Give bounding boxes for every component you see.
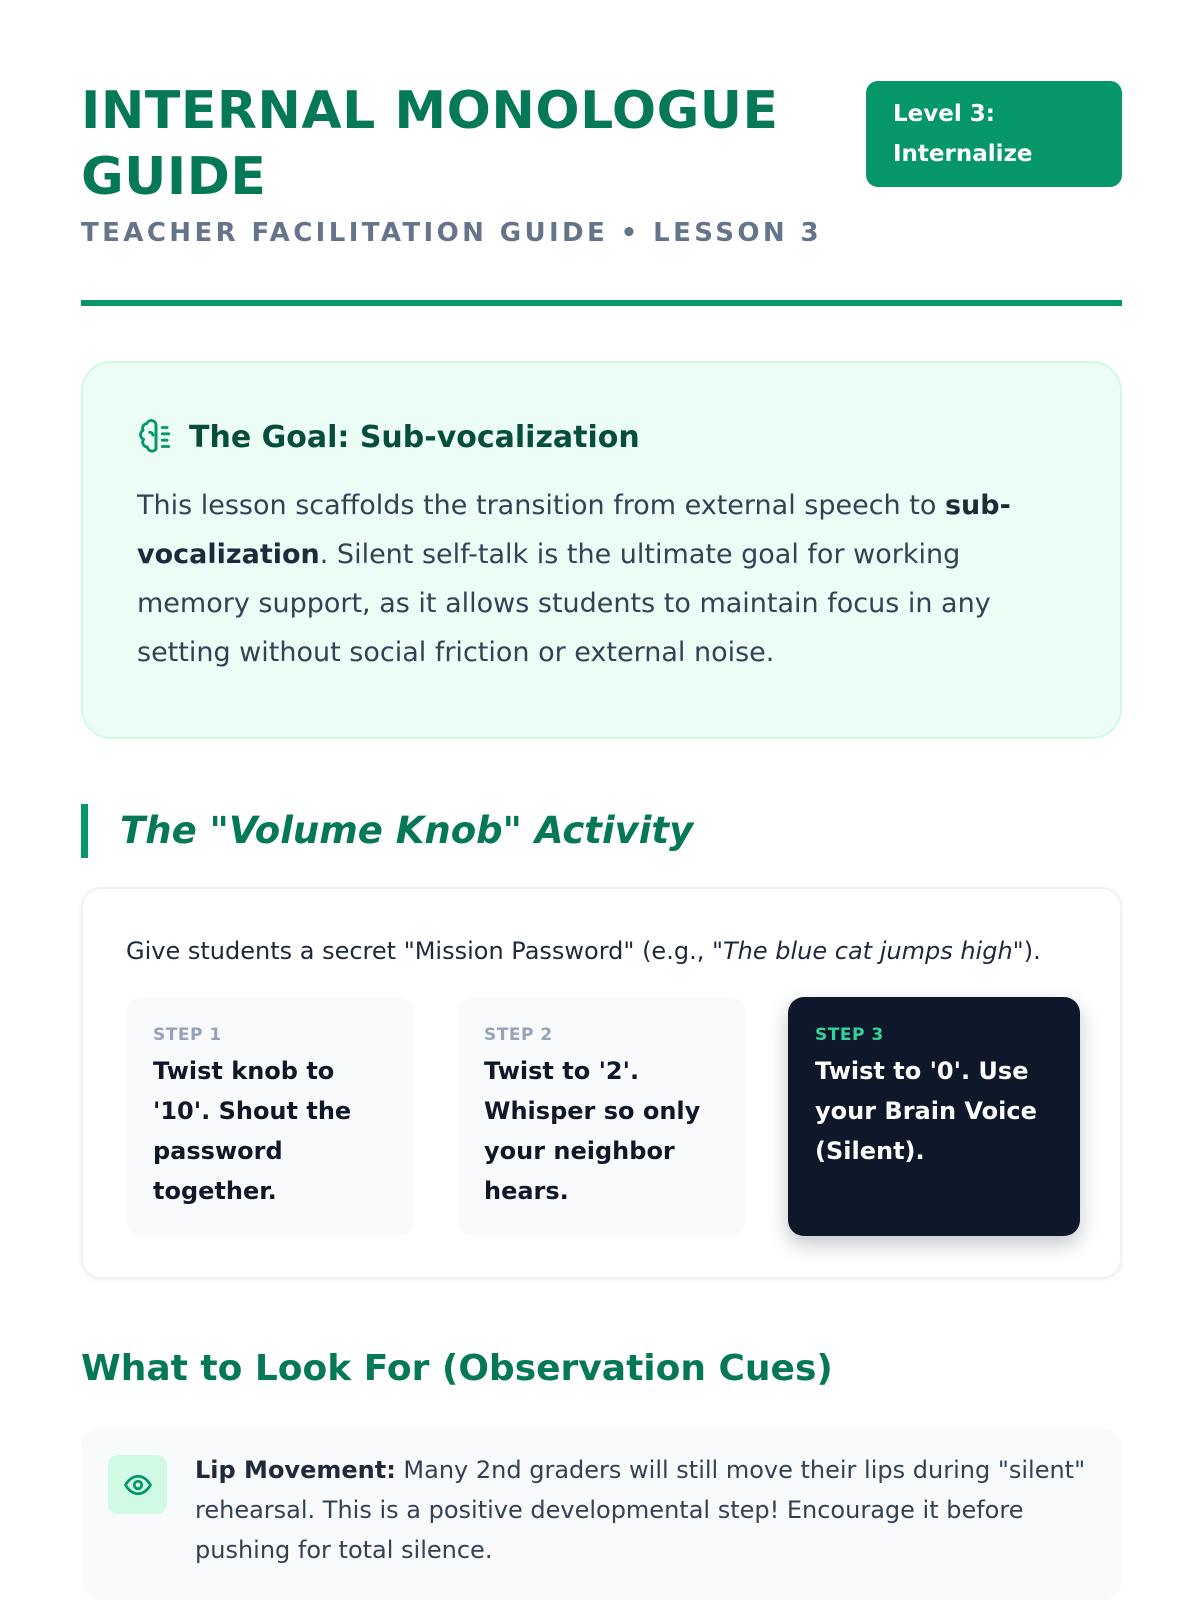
observation-text: Lip Movement: Many 2nd graders will still move their lips during "silent" rehearsal. This is a positive developmental step! Encourage it before pushing for total silence. bbox=[195, 1456, 1086, 1564]
step-card-2 bbox=[457, 997, 746, 1236]
step-label: STEP 3 bbox=[815, 1025, 884, 1045]
eye-icon bbox=[108, 1455, 167, 1514]
header-divider bbox=[81, 300, 1122, 306]
header bbox=[81, 0, 1122, 308]
step-label: STEP 2 bbox=[484, 1025, 553, 1045]
step-text: Twist to '0'. Use your Brain Voice (Silent). bbox=[815, 1057, 1037, 1165]
goal-description: This lesson scaffolds the transition from external speech to sub-vocalization. Silent self-talk is the ultimate goal for working memory support, as it allows students to maintain focus in any setting without social friction or external noise. bbox=[137, 490, 1011, 668]
activity-intro: Give students a secret "Mission Password" (e.g., "The blue cat jumps high"). bbox=[126, 937, 1041, 965]
level-badge: Level 3: Internalize bbox=[866, 81, 1122, 187]
goal-title: The Goal: Sub-vocalization bbox=[189, 419, 640, 455]
goal-keyword: sub-vocalization bbox=[137, 490, 1011, 570]
brain-icon bbox=[137, 418, 175, 456]
guide-page bbox=[81, 0, 1122, 1564]
example-password: "The blue cat jumps high" bbox=[711, 937, 1024, 965]
observation-heading: What to Look For (Observation Cues) bbox=[81, 1348, 833, 1389]
goal-card bbox=[81, 361, 1122, 739]
observation-label: Lip Movement: bbox=[195, 1456, 396, 1484]
activity-card bbox=[81, 887, 1122, 1279]
activity-heading: The "Volume Knob" Activity bbox=[81, 804, 981, 858]
observation-item bbox=[81, 1428, 1122, 1600]
step-text: Twist to '2'. Whisper so only your neighbor hears. bbox=[484, 1057, 701, 1205]
step-card-3 bbox=[788, 997, 1080, 1236]
page-subtitle: TEACHER FACILITATION GUIDE • LESSON 3 bbox=[81, 218, 822, 248]
step-card-1 bbox=[126, 997, 415, 1236]
step-label: STEP 1 bbox=[153, 1025, 222, 1045]
step-text: Twist knob to '10'. Shout the password together. bbox=[153, 1057, 352, 1205]
goal-header bbox=[137, 417, 1066, 457]
page-title: INTERNAL MONOLOGUE GUIDE bbox=[81, 81, 779, 207]
